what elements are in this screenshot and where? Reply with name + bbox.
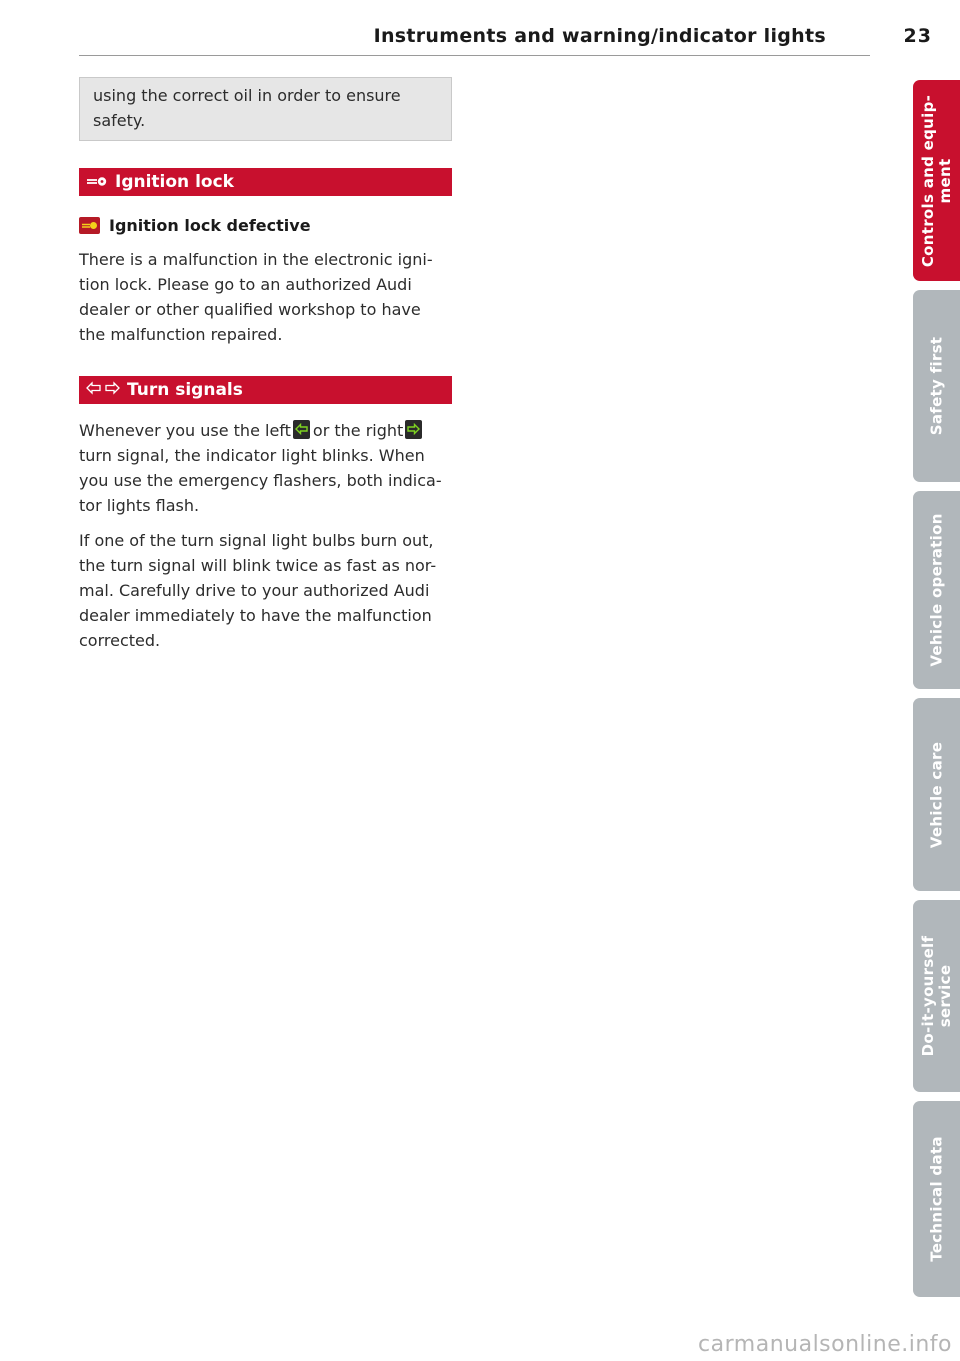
ignition-body-text: There is a malfunction in the electronic igni-tion lock. Please go to an authorized Audi dealer or other qualified workshop to have the malfunction repaired.: [79, 250, 433, 344]
ignition-lock-title: Ignition lock: [115, 172, 234, 192]
tab-technical-data[interactable]: [913, 1101, 960, 1297]
tab-label-line2: ment: [935, 158, 954, 203]
turn-signals-heading: [79, 376, 452, 404]
ignition-defective-title: Ignition lock defective: [109, 215, 311, 235]
tab-safety-first[interactable]: [913, 290, 960, 482]
tab-label-line1: Do-it-yourself: [918, 935, 937, 1057]
note-box: [79, 77, 452, 141]
tab-do-it-yourself-service[interactable]: [913, 900, 960, 1092]
page-header: [79, 22, 932, 56]
turn-signals-title: Turn signals: [127, 380, 243, 400]
left-turn-indicator-icon: [293, 420, 310, 439]
watermark: carmanualsonline.info: [698, 1332, 952, 1357]
turn-signal-paragraph-1: [79, 418, 452, 518]
tab-vehicle-operation[interactable]: [913, 491, 960, 689]
tab-vehicle-care[interactable]: [913, 698, 960, 891]
right-turn-indicator-icon: [405, 420, 422, 439]
ignition-lock-heading: [79, 168, 452, 196]
tab-label-line1: Vehicle operation: [927, 513, 945, 667]
tab-label-line1: Safety first: [927, 336, 945, 436]
ignition-warning-icon: [79, 217, 100, 234]
page-number: 23: [903, 25, 932, 47]
key-icon: [86, 168, 108, 196]
tab-label-line2: service: [935, 964, 954, 1028]
turn-text-part-3: turn signal, the indicator light blinks. When you use the emergency flashers, both indica-tor lights flash.: [79, 446, 442, 515]
main-column: [79, 77, 452, 653]
tab-controls-and-equipment[interactable]: [913, 80, 960, 281]
turn-text-part-1: Whenever you use the left: [79, 421, 291, 440]
tab-label-line1: Vehicle care: [927, 741, 945, 848]
turn-text-part-2: or the right: [312, 421, 404, 440]
running-header-title: Instruments and warning/indicator lights: [373, 25, 826, 47]
tab-label-line1: Technical data: [927, 1136, 945, 1262]
tab-label-line1: Controls and equip-: [918, 94, 937, 267]
turn-arrows-icon: [86, 376, 120, 404]
ignition-defective-subheading: [79, 213, 452, 237]
note-box-text: using the correct oil in order to ensure safety.: [93, 86, 401, 130]
turn-signal-paragraph-2: If one of the turn signal light bulbs burn out, the turn signal will blink twice as fast as nor-mal. Carefully drive to your authorized Audi dealer immediately to have the malfunction corrected.: [79, 531, 437, 650]
